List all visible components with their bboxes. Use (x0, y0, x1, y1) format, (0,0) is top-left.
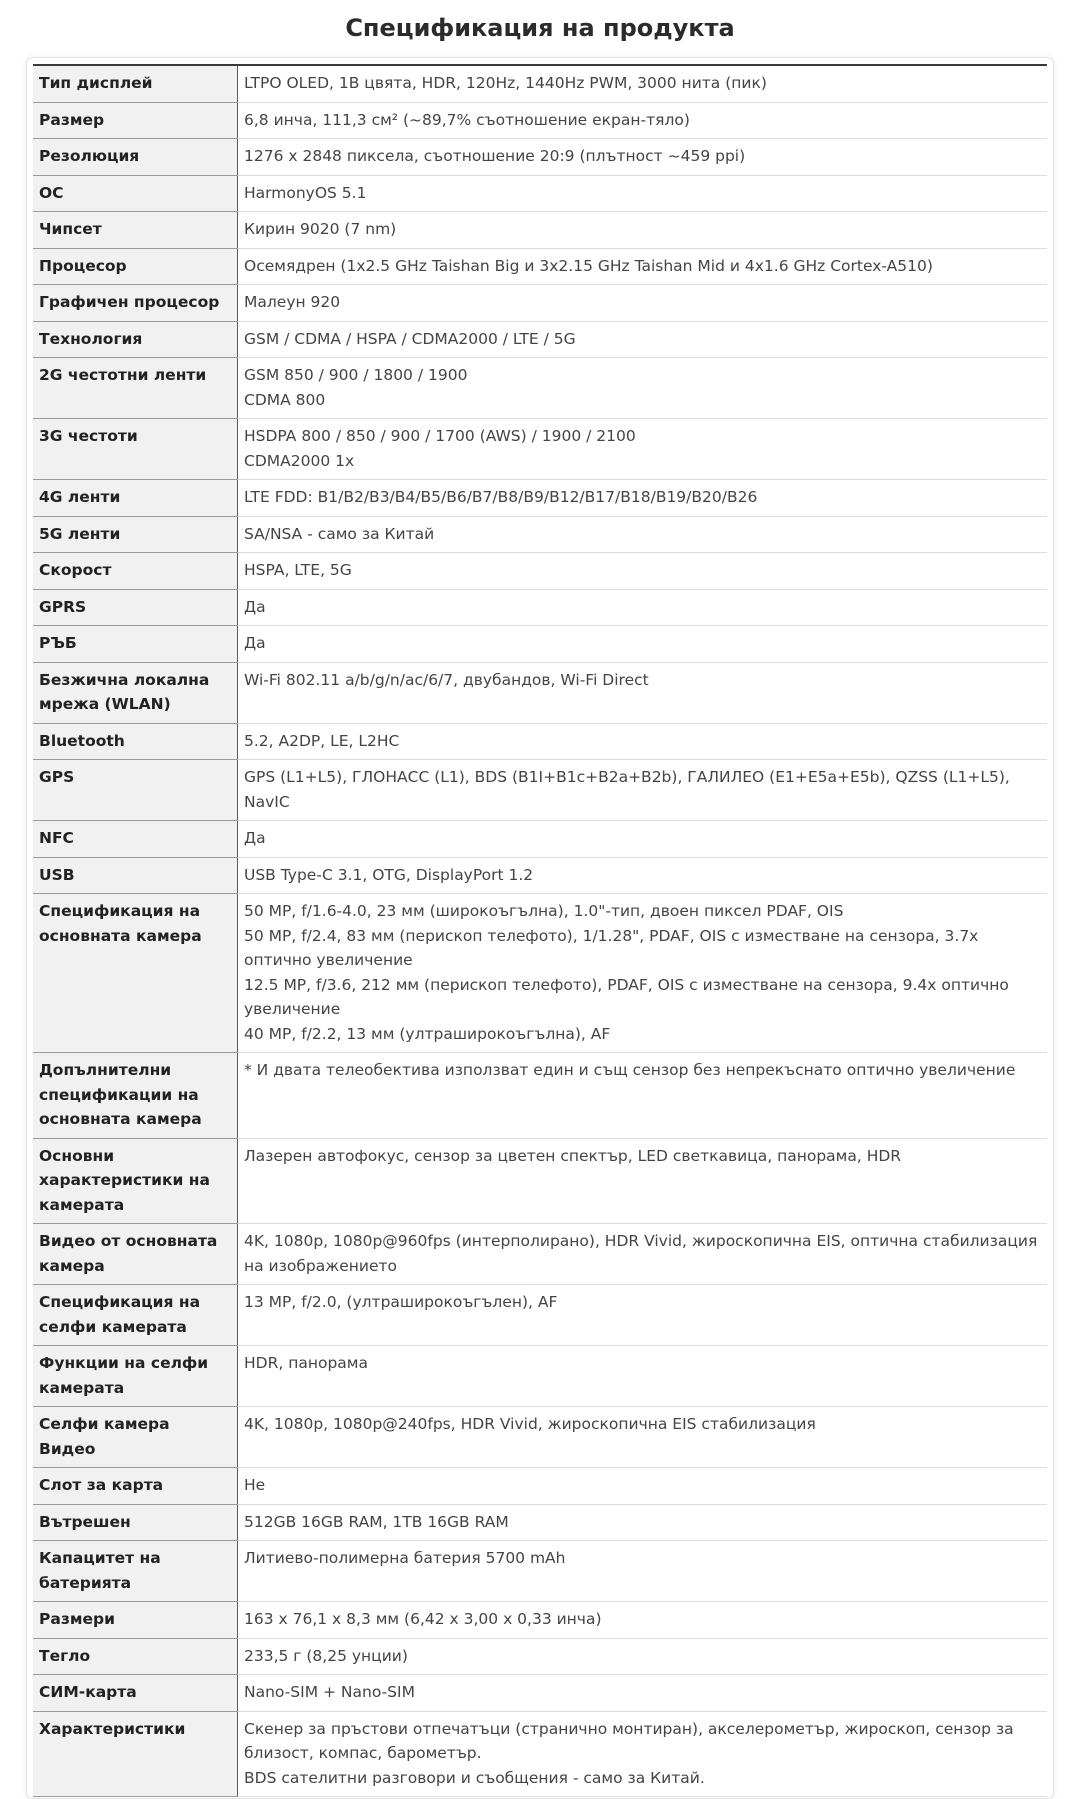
spec-value: Малеун 920 (238, 285, 1048, 322)
spec-value: HSPA, LTE, 5G (238, 553, 1048, 590)
spec-value: Осемядрен (1x2.5 GHz Taishan Big и 3x2.15 GHz Taishan Mid и 4x1.6 GHz Cortex-A510) (238, 248, 1048, 285)
spec-label: Тегло (33, 1638, 238, 1675)
spec-row (33, 1638, 1047, 1675)
spec-row (33, 1504, 1047, 1541)
spec-row (33, 894, 1047, 1053)
spec-row (33, 358, 1047, 419)
spec-label: Допълнителни спецификации на основната камера (33, 1053, 238, 1139)
spec-row (33, 285, 1047, 322)
spec-label: ОС (33, 175, 238, 212)
spec-label: Спецификация на селфи камерата (33, 1285, 238, 1346)
spec-row (33, 321, 1047, 358)
spec-value: Wi-Fi 802.11 a/b/g/n/ac/6/7, двубандов, Wi-Fi Direct (238, 662, 1048, 723)
spec-row (33, 662, 1047, 723)
page-title: Спецификация на продукта (345, 14, 735, 42)
spec-row (33, 1138, 1047, 1224)
spec-label: Селфи камера Видео (33, 1407, 238, 1468)
spec-value: Не (238, 1468, 1048, 1505)
spec-label: Графичен процесор (33, 285, 238, 322)
spec-value: Да (238, 821, 1048, 858)
spec-value: 5.2, A2DP, LE, L2HC (238, 723, 1048, 760)
spec-row (33, 1602, 1047, 1639)
spec-label: NFC (33, 821, 238, 858)
spec-label: Технология (33, 321, 238, 358)
spec-row (33, 1407, 1047, 1468)
spec-value: Да (238, 626, 1048, 663)
spec-row (33, 589, 1047, 626)
spec-value: 512GB 16GB RAM, 1TB 16GB RAM (238, 1504, 1048, 1541)
spec-row (33, 175, 1047, 212)
spec-label: Размери (33, 1602, 238, 1639)
spec-label: Чипсет (33, 212, 238, 249)
spec-value: Скенер за пръстови отпечатъци (странично монтиран), акселерометър, жироскоп, сензор за близост, компас, барометър. BDS сателитни разговори и съобщения - само за Китай. (238, 1711, 1048, 1797)
spec-value: GSM 850 / 900 / 1800 / 1900 CDMA 800 (238, 358, 1048, 419)
spec-value: 1276 x 2848 пиксела, съотношение 20:9 (плътност ~459 ppi) (238, 139, 1048, 176)
spec-label: Вътрешен (33, 1504, 238, 1541)
spec-row (33, 1053, 1047, 1139)
spec-row (33, 1224, 1047, 1285)
spec-label: Безжична локална мрежа (WLAN) (33, 662, 238, 723)
spec-row (33, 857, 1047, 894)
spec-value: 6,8 инча, 111,3 см² (~89,7% съотношение екран-тяло) (238, 102, 1048, 139)
spec-label: Bluetooth (33, 723, 238, 760)
spec-label: Слот за карта (33, 1468, 238, 1505)
spec-label: РЪБ (33, 626, 238, 663)
spec-row (33, 1468, 1047, 1505)
spec-row (33, 760, 1047, 821)
spec-table (33, 64, 1047, 1797)
spec-row (33, 516, 1047, 553)
spec-row (33, 1541, 1047, 1602)
spec-label: 2G честотни ленти (33, 358, 238, 419)
spec-value: HDR, панорама (238, 1346, 1048, 1407)
spec-label: Функции на селфи камерата (33, 1346, 238, 1407)
spec-value: GPS (L1+L5), ГЛОНАСС (L1), BDS (B1I+B1c+B2a+B2b), ГАЛИЛЕО (E1+E5a+E5b), QZSS (L1+L5), NavIC (238, 760, 1048, 821)
spec-label: Характеристики (33, 1711, 238, 1797)
spec-row (33, 723, 1047, 760)
spec-row (33, 1285, 1047, 1346)
spec-value: LTE FDD: B1/B2/B3/B4/B5/B6/B7/B8/B9/B12/B17/B18/B19/B20/B26 (238, 480, 1048, 517)
spec-row (33, 248, 1047, 285)
spec-value: HSDPA 800 / 850 / 900 / 1700 (AWS) / 1900 / 2100 CDMA2000 1x (238, 419, 1048, 480)
spec-label: 3G честоти (33, 419, 238, 480)
spec-value: 163 x 76,1 x 8,3 мм (6,42 x 3,00 x 0,33 инча) (238, 1602, 1048, 1639)
spec-value: * И двата телеобектива използват един и същ сензор без непрекъснато оптично увеличение (238, 1053, 1048, 1139)
spec-row (33, 1711, 1047, 1797)
spec-value: USB Type-C 3.1, OTG, DisplayPort 1.2 (238, 857, 1048, 894)
spec-value: 13 MP, f/2.0, (ултраширокоъгълен), AF (238, 1285, 1048, 1346)
spec-row (33, 139, 1047, 176)
spec-value: 4K, 1080p, 1080p@960fps (интерполирано), HDR Vivid, жироскопична EIS, оптична стабилизация на изображението (238, 1224, 1048, 1285)
spec-row (33, 212, 1047, 249)
spec-value: Да (238, 589, 1048, 626)
spec-label: Основни характеристики на камерата (33, 1138, 238, 1224)
spec-value: GSM / CDMA / HSPA / CDMA2000 / LTE / 5G (238, 321, 1048, 358)
spec-row (33, 1675, 1047, 1712)
spec-row (33, 626, 1047, 663)
spec-label: Процесор (33, 248, 238, 285)
spec-value: HarmonyOS 5.1 (238, 175, 1048, 212)
spec-card (26, 57, 1054, 1799)
spec-label: USB (33, 857, 238, 894)
spec-label: GPRS (33, 589, 238, 626)
spec-label: Резолюция (33, 139, 238, 176)
spec-value: LTPO OLED, 1B цвята, HDR, 120Hz, 1440Hz PWM, 3000 нита (пик) (238, 65, 1048, 102)
spec-label: Спецификация на основната камера (33, 894, 238, 1053)
spec-label: Капацитет на батерията (33, 1541, 238, 1602)
spec-value: 233,5 г (8,25 унции) (238, 1638, 1048, 1675)
spec-value: Nano-SIM + Nano-SIM (238, 1675, 1048, 1712)
spec-row (33, 553, 1047, 590)
spec-label: Тип дисплей (33, 65, 238, 102)
spec-row (33, 65, 1047, 102)
spec-row (33, 102, 1047, 139)
spec-value: SA/NSA - само за Китай (238, 516, 1048, 553)
spec-value: Литиево-полимерна батерия 5700 mAh (238, 1541, 1048, 1602)
spec-label: 5G ленти (33, 516, 238, 553)
spec-label: GPS (33, 760, 238, 821)
spec-label: СИМ-карта (33, 1675, 238, 1712)
spec-row (33, 419, 1047, 480)
spec-label: Видео от основната камера (33, 1224, 238, 1285)
spec-row (33, 821, 1047, 858)
spec-label: 4G ленти (33, 480, 238, 517)
spec-row (33, 480, 1047, 517)
spec-value: 4K, 1080p, 1080p@240fps, HDR Vivid, жироскопична EIS стабилизация (238, 1407, 1048, 1468)
spec-row (33, 1346, 1047, 1407)
spec-label: Скорост (33, 553, 238, 590)
spec-value: Кирин 9020 (7 nm) (238, 212, 1048, 249)
spec-value: Лазерен автофокус, сензор за цветен спектър, LED светкавица, панорама, HDR (238, 1138, 1048, 1224)
spec-label: Размер (33, 102, 238, 139)
spec-value: 50 MP, f/1.6-4.0, 23 мм (широкоъгълна), 1.0"-тип, двоен пиксел PDAF, OIS 50 MP, f/2.4, 83 мм (перископ телефото), 1/1.28", PDAF, OIS с изместване на сензора, 3.7x оптично увеличение 12.5 MP, f/3.6, 212 мм (перископ телефото), PDAF, OIS с изместване на сензора, 9.4x оптично увеличение 40 MP, f/2.2, 13 мм (ултраширокоъгълна), AF (238, 894, 1048, 1053)
